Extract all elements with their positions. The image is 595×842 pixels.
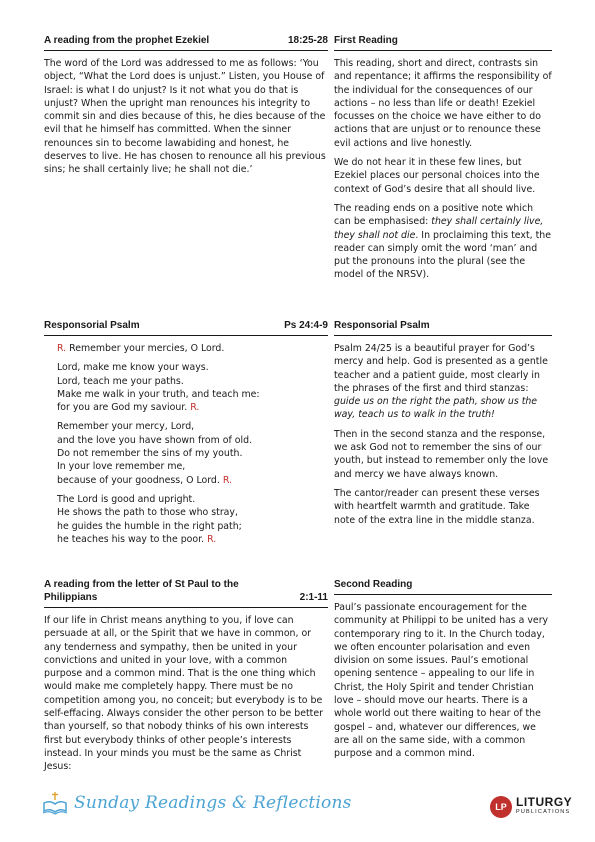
first-reading-reflection — [334, 34, 552, 288]
reading-title: A reading from the letter of St Paul to the Philippians — [44, 579, 239, 603]
paul-reading — [44, 578, 328, 780]
response-marker: R. — [57, 343, 67, 354]
reflection-title: Responsorial Psalm — [334, 320, 430, 331]
psalm-stanza: The Lord is good and upright. He shows the path to those who stray, he guides the humble in the right path; he teaches his way to the poor. R. — [57, 493, 242, 545]
liturgy-logo-icon: LP — [490, 796, 512, 818]
reflection-paragraph: We do not hear it in these few lines, but Ezekiel places our personal choices into the context of God’s desire that all should live. — [334, 157, 540, 195]
response-marker: R. — [207, 533, 217, 545]
ezekiel-reading — [44, 34, 328, 183]
reflection-paragraph: Psalm 24/25 is a beautiful prayer for God’s mercy and help. God is presented as a gentle teacher and a patient guide, most clearly in the phrases of the first and third stanzas: guide us on the right the path, show us the way, teach us to walk in the truth! — [334, 343, 548, 421]
brand-title: Sunday Readings & Reflections — [74, 793, 352, 813]
reflection-paragraph: Paul’s passionate encouragement for the community at Philippi to be united has a very contemporary ring to it. In the Church today, we often encounter polarisation and even division on some issues. Paul’s emotional opening sentence – appealing to our life in Christ, the Holy Spirit and tender Christian love – should move our hearts. There is a whole world out there waiting to hear of the gospel – and, whatever our differences, we are all on the same side, with a common purpose and a common mind. — [334, 602, 549, 760]
reading-text: If our life in Christ means anything to you, if love can persuade at all, or the Spirit that we have in common, or any tenderness and sympathy, then be united in your convictions and united in your love, with a common purpose and a common mind. That is the one thing which would make me completely happy. There must be no competition among you, no conceit; but everybody is to be self-effacing. Always consider the other person to be better than yourself, so that nobody thinks of his own interests first but everybody thinks of other people’s interests instead. In your minds you must be the same as Christ Jesus: — [44, 615, 323, 773]
reflection-paragraph: Then in the second stanza and the response, we ask God not to remember the sins of our youth, but instead to remember only the love and mercy we have always known. — [334, 428, 549, 480]
brand-logo — [42, 791, 352, 815]
reading-ref: 2:1-11 — [299, 592, 328, 603]
reflection-paragraph: This reading, short and direct, contrasts sin and repentance; it affirms the responsibility of the individual for the consequences of our actions – no less than life or death! Ezekiel focusses on the choice we have either to do actions that are unjust or to renounce these evil actions and live honestly. — [334, 58, 552, 149]
reflection-paragraph: The cantor/reader can present these verses with heartfelt warmth and gratitude. Take note of the extra line in the middle stanza. — [334, 487, 540, 526]
responsorial-psalm — [44, 319, 328, 552]
response-marker: R. — [190, 402, 200, 414]
psalm-title: Responsorial Psalm — [44, 320, 140, 331]
reading-title: A reading from the prophet Ezekiel — [44, 35, 210, 46]
publisher-name: LITURGY — [516, 795, 573, 809]
reading-header — [44, 34, 328, 51]
reading-header — [44, 578, 328, 608]
psalm-header — [44, 319, 328, 336]
reading-ref: 18:25-28 — [287, 35, 328, 46]
emphasis-text: guide us on the right the path, show us the way, teach us to walk in the truth! — [334, 396, 538, 421]
psalm-stanza: Lord, make me know your ways. Lord, teach me your paths. Make me walk in your truth, and teach me: for you are God my saviour. R. — [57, 362, 260, 414]
reflection-header — [334, 319, 552, 336]
reflection-title: First Reading — [334, 35, 398, 46]
psalm-response: R. Remember your mercies, O Lord. — [57, 343, 225, 354]
open-book-icon — [42, 791, 68, 815]
publisher-sub: PUBLICATIONS — [516, 809, 571, 815]
reflection-header — [334, 34, 552, 51]
reflection-header — [334, 578, 552, 595]
psalm-reflection — [334, 319, 552, 533]
psalm-stanza: Remember your mercy, Lord, and the love you have shown from of old. Do not remember the sins of my youth. In your love remember me, because of your goodness, O Lord. R. — [57, 421, 253, 486]
reading-text: The word of the Lord was addressed to me as follows: ‘You object, “What the Lord does is unjust.” Listen, you House of Israel: is what I do unjust? Is it not what you do that is unjust? When the upright man renounces his integrity to commit sin and dies because of this, he dies because of the evil that he himself has committed. When the sinner renounces sin to become lawabiding and honest, he deserves to live. He has chosen to renounce all his previous sins; he shall certainly live; he shall not die.’ — [44, 58, 326, 176]
response-marker: R. — [222, 474, 233, 486]
psalm-ref: Ps 24:4-9 — [284, 320, 328, 331]
second-reading-reflection — [334, 578, 552, 767]
reflection-title: Second Reading — [334, 579, 413, 590]
emphasis-text: they shall certainly live, they shall not die — [334, 216, 544, 241]
reflection-paragraph: The reading ends on a positive note which can be emphasised: they shall certainly live, they shall not die. In proclaiming this text, the reader can simply omit the word ‘man’ and put the pronouns into the plural (see the model of the NRSV). — [334, 202, 551, 281]
publisher-logo — [490, 796, 572, 818]
